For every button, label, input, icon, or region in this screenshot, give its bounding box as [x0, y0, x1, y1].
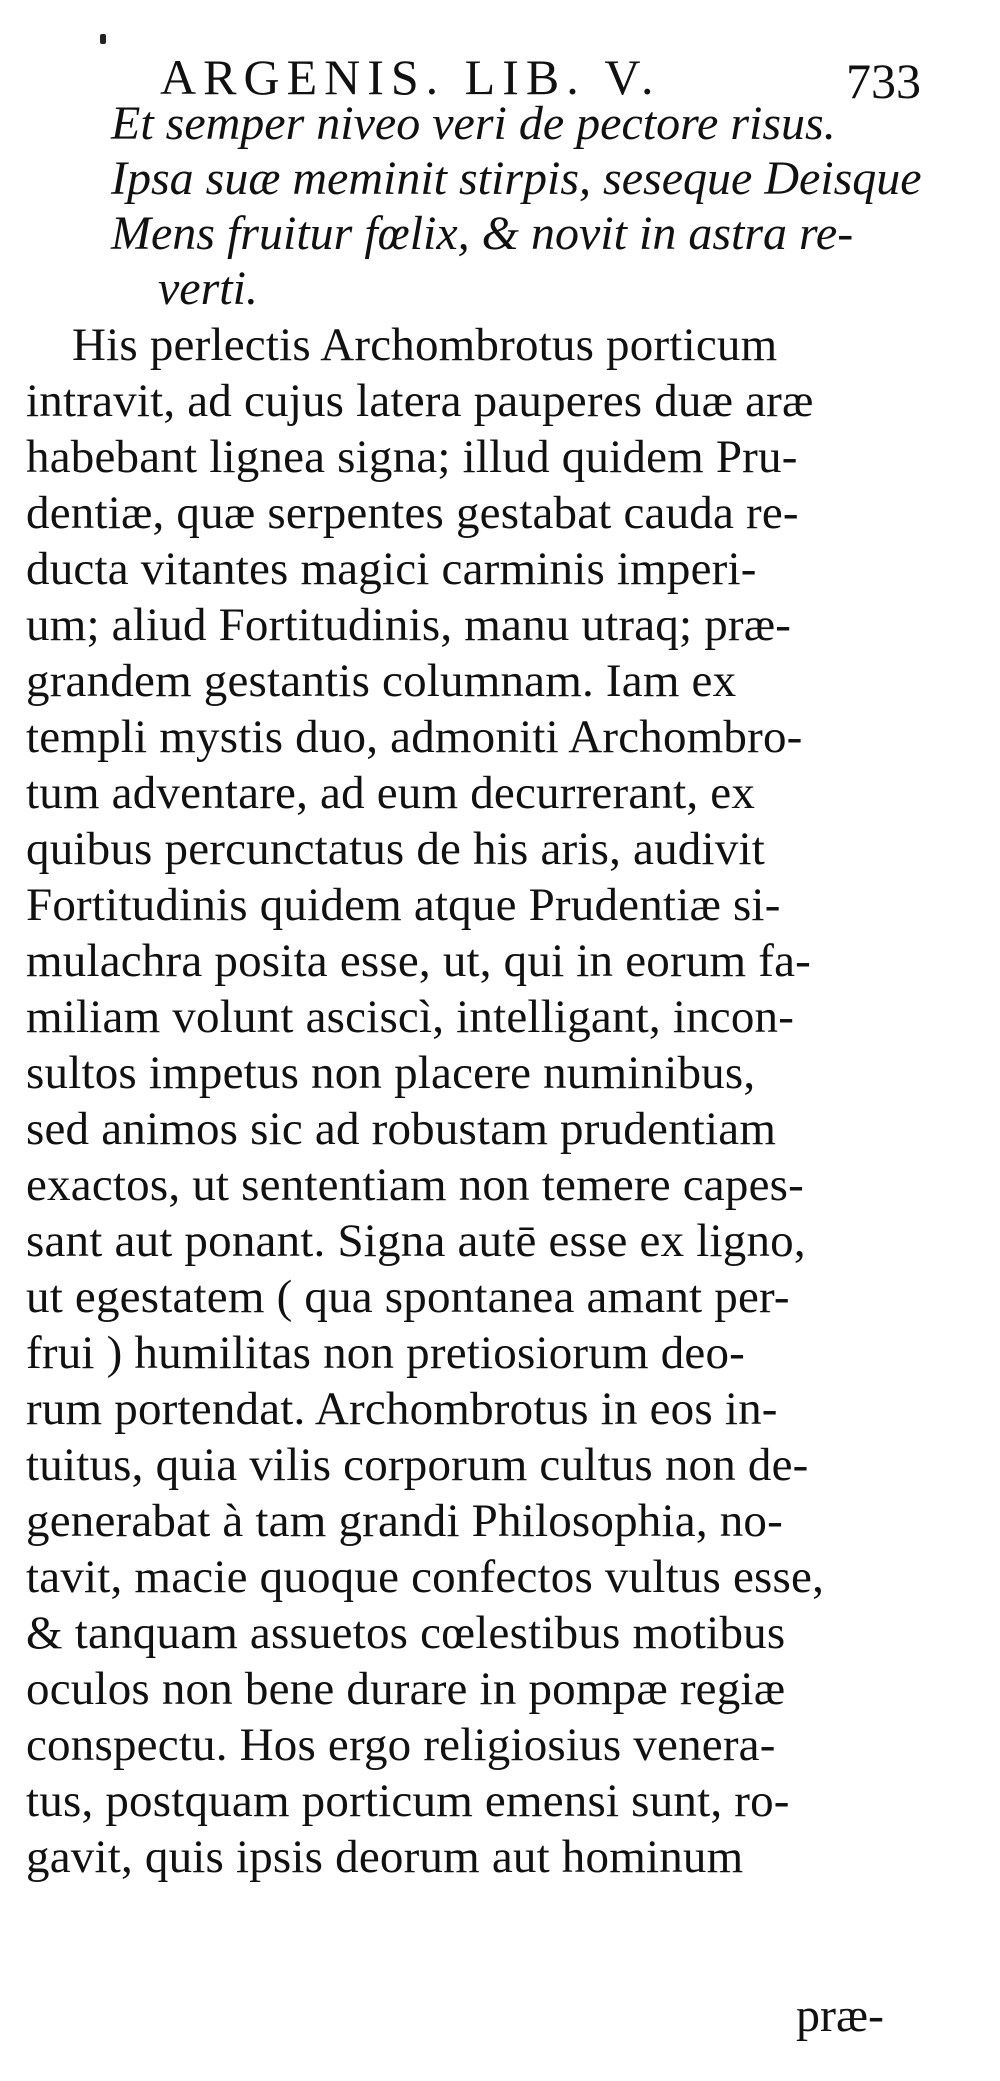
page-number: 733: [846, 53, 921, 109]
ink-mark: [100, 34, 106, 44]
text-line: intravit, ad cujus latera pauperes duæ aræ: [26, 375, 814, 427]
text-line: exactos, ut sententiam non temere capes-: [26, 1159, 804, 1211]
text-line: rum portendat. Archombrotus in eos in-: [26, 1383, 778, 1435]
verse-line: Ipsa suæ meminit stirpis, seseque Deisque: [111, 152, 922, 205]
text-line: sed animos sic ad robustam prudentiam: [26, 1103, 777, 1155]
text-line: tuitus, quia vilis corporum cultus non de-: [26, 1439, 809, 1491]
text-line: quibus percunctatus de his aris, audivit: [26, 823, 765, 875]
verse-line: verti.: [158, 262, 258, 315]
verse-line: Mens fruitur fœlix, & novit in astra re-: [111, 207, 854, 260]
text-line: tum adventare, ad eum decurrerant, ex: [26, 767, 756, 819]
text-line: dentiæ, quæ serpentes gestabat cauda re-: [26, 487, 799, 539]
text-line: His perlectis Archombrotus porticum: [72, 319, 778, 371]
text-line: sant aut ponant. Signa autē esse ex ligno,: [26, 1215, 806, 1267]
catchword: præ-: [796, 1989, 884, 2042]
text-line: ut egestatem ( qua spontanea amant per-: [26, 1271, 790, 1323]
text-line: um; aliud Fortitudinis, manu utraq; præ-: [26, 599, 792, 651]
text-line: Fortitudinis quidem atque Prudentiæ si-: [26, 879, 781, 931]
running-head: ARGENIS. LIB. V.: [160, 49, 661, 105]
text-line: & tanquam assuetos cœlestibus motibus: [26, 1607, 786, 1659]
text-line: sultos impetus non placere numinibus,: [26, 1047, 756, 1099]
text-line: mulachra posita esse, ut, qui in eorum fa-: [26, 935, 811, 987]
text-line: generabat à tam grandi Philosophia, no-: [26, 1495, 783, 1547]
text-line: conspectu. Hos ergo religiosius venera-: [26, 1719, 776, 1771]
text-line: templi mystis duo, admoniti Archombro-: [26, 711, 803, 763]
text-line: miliam volunt asciscì, intelligant, incon-: [26, 991, 795, 1043]
text-line: gavit, quis ipsis deorum aut hominum: [26, 1831, 744, 1883]
verse-line: Et semper niveo veri de pectore risus.: [111, 97, 836, 150]
text-line: grandem gestantis columnam. Iam ex: [26, 655, 737, 707]
text-line: tus, postquam porticum emensi sunt, ro-: [26, 1775, 790, 1827]
text-line: habebant lignea signa; illud quidem Pru-: [26, 431, 798, 483]
text-line: ducta vitantes magici carminis imperi-: [26, 543, 757, 595]
text-line: tavit, macie quoque confectos vultus esse,: [26, 1551, 825, 1603]
text-line: oculos non bene durare in pompæ regiæ: [26, 1663, 786, 1715]
text-line: frui ) humilitas non pretiosiorum deo-: [26, 1327, 746, 1379]
